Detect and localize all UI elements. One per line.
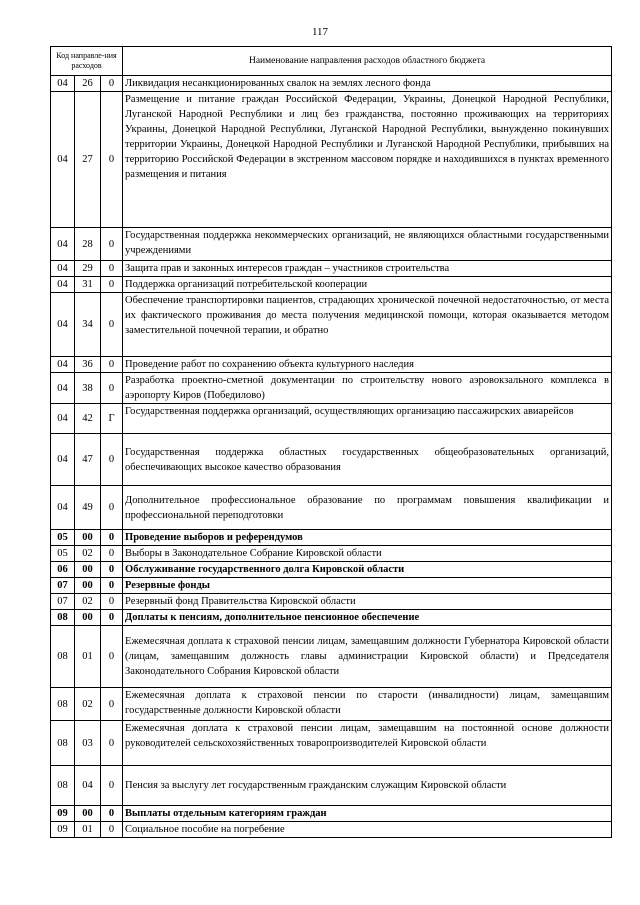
code-part-2: 34 bbox=[75, 293, 101, 357]
code-part-1: 05 bbox=[51, 530, 75, 546]
code-part-3: 0 bbox=[101, 546, 123, 562]
code-part-2: 01 bbox=[75, 822, 101, 838]
table-row bbox=[51, 228, 612, 261]
code-part-3: 0 bbox=[101, 594, 123, 610]
table-row bbox=[51, 373, 612, 404]
code-part-2: 26 bbox=[75, 76, 101, 92]
table-row bbox=[51, 822, 612, 838]
expense-name: Ликвидация несанкционированных свалок на землях лесного фонда bbox=[123, 76, 612, 92]
code-part-2: 27 bbox=[75, 92, 101, 228]
code-part-2: 03 bbox=[75, 721, 101, 766]
code-part-1: 04 bbox=[51, 92, 75, 228]
table-row bbox=[51, 293, 612, 357]
expense-name: Резервные фонды bbox=[123, 578, 612, 594]
table-row bbox=[51, 277, 612, 293]
table-row bbox=[51, 486, 612, 530]
expense-name: Обслуживание государственного долга Кировской области bbox=[123, 562, 612, 578]
code-part-1: 04 bbox=[51, 357, 75, 373]
table-row bbox=[51, 357, 612, 373]
code-part-1: 05 bbox=[51, 546, 75, 562]
code-part-1: 09 bbox=[51, 806, 75, 822]
expense-name: Ежемесячная доплата к страховой пенсии лицам, замещавшим должности Губернатора Кировской области (лицам, замещавшим должность главы администрации Кировской области) и Председателя Законодательного Собрания Кировской области bbox=[123, 626, 612, 688]
table-row bbox=[51, 530, 612, 546]
code-part-3: Г bbox=[101, 404, 123, 434]
expense-name: Поддержка организаций потребительской кооперации bbox=[123, 277, 612, 293]
code-part-3: 0 bbox=[101, 293, 123, 357]
expense-name: Государственная поддержка некоммерческих организаций, не являющихся областными государственными учреждениями bbox=[123, 228, 612, 261]
code-part-3: 0 bbox=[101, 261, 123, 277]
code-part-1: 04 bbox=[51, 373, 75, 404]
code-part-3: 0 bbox=[101, 766, 123, 806]
expense-name: Обеспечение транспортировки пациентов, страдающих хронической почечной недостаточностью, от места их фактического проживания до места получения медицинской помощи, которая оказывается методом заместительной почечной терапии, и обратно bbox=[123, 293, 612, 357]
expense-name: Социальное пособие на погребение bbox=[123, 822, 612, 838]
table-row bbox=[51, 766, 612, 806]
table-row bbox=[51, 721, 612, 766]
table-row bbox=[51, 92, 612, 228]
code-part-3: 0 bbox=[101, 486, 123, 530]
code-part-1: 04 bbox=[51, 293, 75, 357]
code-part-2: 28 bbox=[75, 228, 101, 261]
code-part-2: 00 bbox=[75, 578, 101, 594]
table-row bbox=[51, 404, 612, 434]
expense-name: Государственная поддержка организаций, осуществляющих организацию пассажирских авиарейсов bbox=[123, 404, 612, 434]
code-part-3: 0 bbox=[101, 228, 123, 261]
code-part-3: 0 bbox=[101, 822, 123, 838]
code-part-2: 38 bbox=[75, 373, 101, 404]
code-part-1: 07 bbox=[51, 578, 75, 594]
code-part-3: 0 bbox=[101, 434, 123, 486]
code-part-1: 08 bbox=[51, 721, 75, 766]
code-part-1: 08 bbox=[51, 688, 75, 721]
table-row bbox=[51, 806, 612, 822]
code-part-1: 06 bbox=[51, 562, 75, 578]
expense-name: Выплаты отдельным категориям граждан bbox=[123, 806, 612, 822]
table-row bbox=[51, 434, 612, 486]
code-part-1: 08 bbox=[51, 610, 75, 626]
code-part-3: 0 bbox=[101, 626, 123, 688]
expense-name: Доплаты к пенсиям, дополнительное пенсионное обеспечение bbox=[123, 610, 612, 626]
code-part-2: 36 bbox=[75, 357, 101, 373]
expense-name: Пенсия за выслугу лет государственным гражданским служащим Кировской области bbox=[123, 766, 612, 806]
expense-name: Разработка проектно-сметной документации по строительству нового аэровокзального комплекса в аэропорту Киров (Победилово) bbox=[123, 373, 612, 404]
expense-name: Ежемесячная доплата к страховой пенсии лицам, замещавшим на постоянной основе должности руководителей сельскохозяйственных товаропроизводителей Кировской области bbox=[123, 721, 612, 766]
code-part-2: 00 bbox=[75, 806, 101, 822]
code-part-3: 0 bbox=[101, 357, 123, 373]
table-row bbox=[51, 578, 612, 594]
code-part-2: 31 bbox=[75, 277, 101, 293]
code-part-1: 09 bbox=[51, 822, 75, 838]
table-row bbox=[51, 626, 612, 688]
expense-name: Государственная поддержка областных государственных общеобразовательных организаций, обеспечивающих высокое качество образования bbox=[123, 434, 612, 486]
code-part-1: 04 bbox=[51, 228, 75, 261]
code-part-1: 07 bbox=[51, 594, 75, 610]
code-part-3: 0 bbox=[101, 688, 123, 721]
code-part-1: 04 bbox=[51, 486, 75, 530]
code-part-3: 0 bbox=[101, 610, 123, 626]
code-part-1: 04 bbox=[51, 404, 75, 434]
code-part-3: 0 bbox=[101, 562, 123, 578]
code-part-2: 49 bbox=[75, 486, 101, 530]
code-part-1: 04 bbox=[51, 261, 75, 277]
expense-name: Ежемесячная доплата к страховой пенсии по старости (инвалидности) лицам, замещавшим государственные должности Кировской области bbox=[123, 688, 612, 721]
table-row bbox=[51, 594, 612, 610]
expense-name: Проведение работ по сохранению объекта культурного наследия bbox=[123, 357, 612, 373]
table-row bbox=[51, 562, 612, 578]
code-column-header: Код направле-ния расходов bbox=[51, 47, 123, 76]
code-part-2: 02 bbox=[75, 688, 101, 721]
code-part-1: 08 bbox=[51, 766, 75, 806]
code-part-3: 0 bbox=[101, 530, 123, 546]
code-part-1: 04 bbox=[51, 277, 75, 293]
expense-name: Размещение и питание граждан Российской Федерации, Украины, Донецкой Народной Республики, Луганской Народной Республики и лиц без гражданства, постоянно проживающих на территориях Украины, Донецкой Народной Республики, Луганской Народной Республики, вынужденно покинувших территории Украины, Донецкой Народной Республики и Луганской Народной Республики, прибывших на территорию Российской Федерации в экстренном массовом порядке и находившихся в пунктах временного размещения и питания bbox=[123, 92, 612, 228]
code-part-2: 00 bbox=[75, 562, 101, 578]
code-part-3: 0 bbox=[101, 76, 123, 92]
code-part-3: 0 bbox=[101, 578, 123, 594]
expense-name: Защита прав и законных интересов граждан – участников строительства bbox=[123, 261, 612, 277]
budget-table bbox=[50, 46, 612, 838]
code-part-3: 0 bbox=[101, 92, 123, 228]
code-part-3: 0 bbox=[101, 721, 123, 766]
table-row bbox=[51, 76, 612, 92]
code-part-2: 29 bbox=[75, 261, 101, 277]
code-part-3: 0 bbox=[101, 277, 123, 293]
code-part-1: 08 bbox=[51, 626, 75, 688]
code-part-2: 00 bbox=[75, 610, 101, 626]
code-part-3: 0 bbox=[101, 373, 123, 404]
code-part-2: 02 bbox=[75, 546, 101, 562]
table-row bbox=[51, 546, 612, 562]
expense-name: Выборы в Законодательное Собрание Кировской области bbox=[123, 546, 612, 562]
code-part-2: 42 bbox=[75, 404, 101, 434]
table-row bbox=[51, 688, 612, 721]
expense-name: Дополнительное профессиональное образование по программам повышения квалификации и профессиональной переподготовки bbox=[123, 486, 612, 530]
page-number: 117 bbox=[311, 26, 329, 38]
code-part-2: 47 bbox=[75, 434, 101, 486]
expense-name: Проведение выборов и референдумов bbox=[123, 530, 612, 546]
code-part-2: 04 bbox=[75, 766, 101, 806]
code-part-2: 01 bbox=[75, 626, 101, 688]
code-part-2: 00 bbox=[75, 530, 101, 546]
code-part-3: 0 bbox=[101, 806, 123, 822]
code-part-1: 04 bbox=[51, 434, 75, 486]
name-column-header: Наименование направления расходов областного бюджета bbox=[123, 47, 612, 76]
code-part-1: 04 bbox=[51, 76, 75, 92]
code-part-2: 02 bbox=[75, 594, 101, 610]
expense-name: Резервный фонд Правительства Кировской области bbox=[123, 594, 612, 610]
table-row bbox=[51, 261, 612, 277]
table-row bbox=[51, 610, 612, 626]
